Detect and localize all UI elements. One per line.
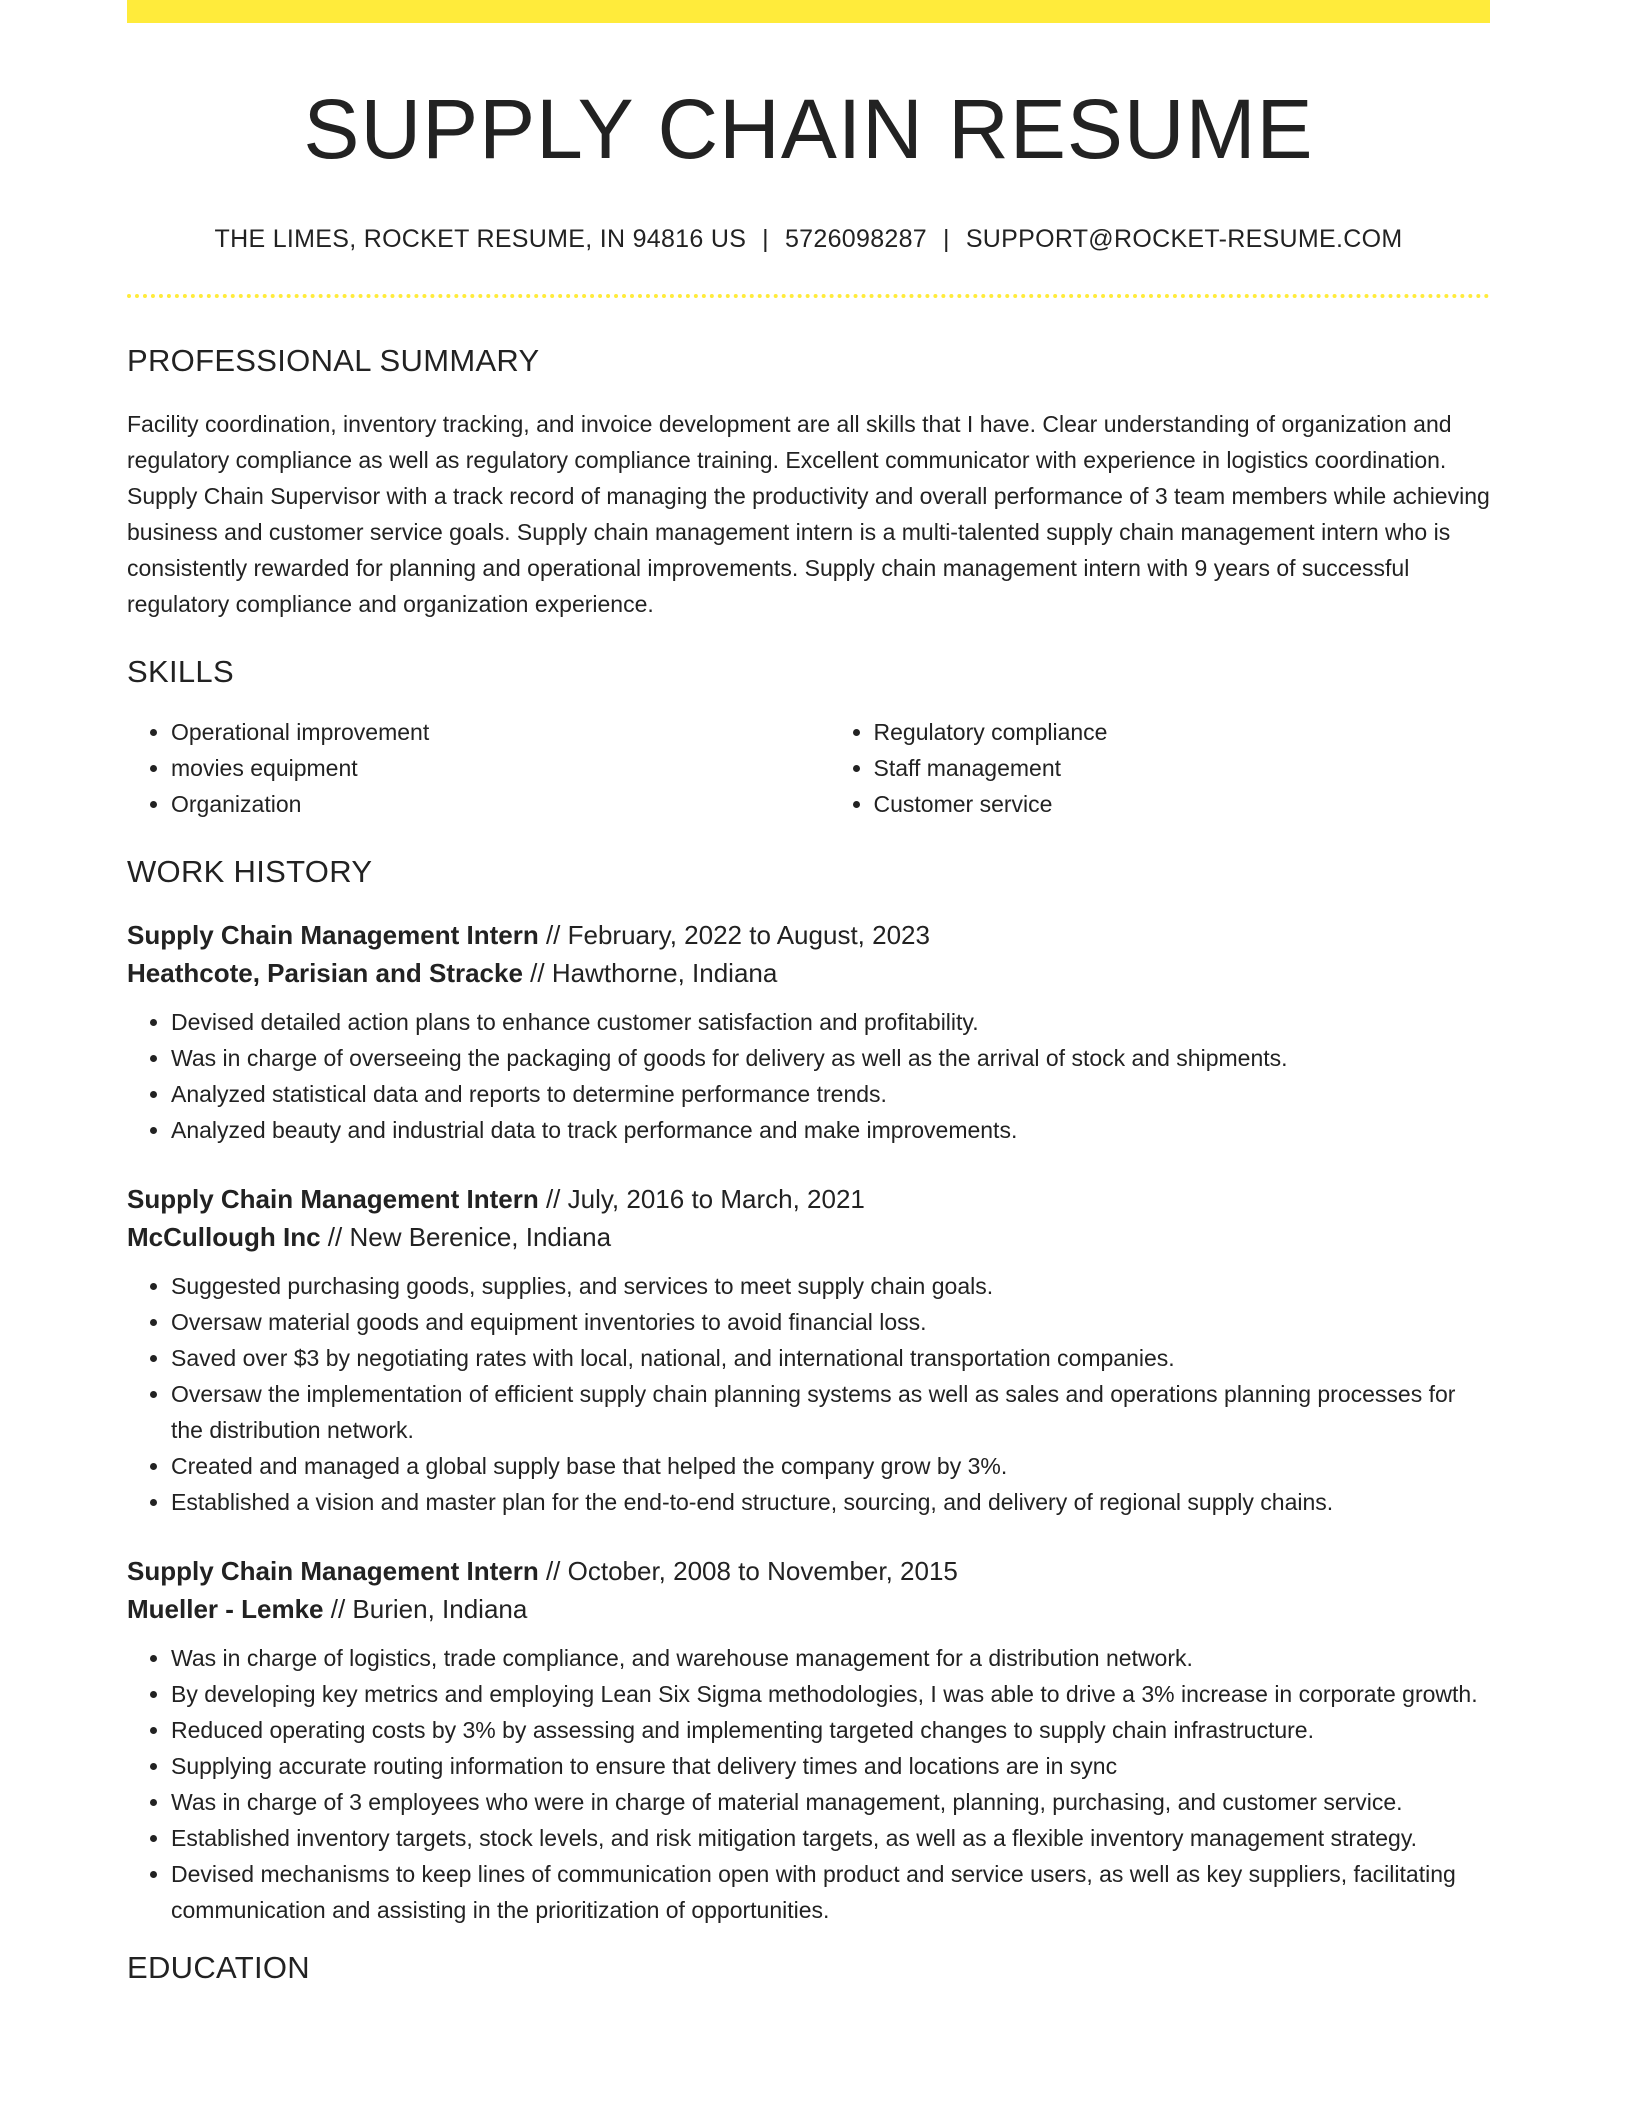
- skill-item: • Regulatory compliance: [874, 714, 1491, 750]
- skill-item: • Operational improvement: [171, 714, 788, 750]
- job-bullet: • Reduced operating costs by 3% by assessing and implementing targeted changes to supply chain infrastructure.: [171, 1712, 1490, 1748]
- job-bullet: • Suggested purchasing goods, supplies, and services to meet supply chain goals.: [171, 1268, 1490, 1304]
- job-bullet: • Saved over $3 by negotiating rates with local, national, and international transportation companies.: [171, 1340, 1490, 1376]
- job-company: Mueller - Lemke: [127, 1594, 324, 1625]
- header-divider: [127, 294, 1490, 298]
- accent-bar: [127, 0, 1490, 23]
- job-location: Burien, Indiana: [352, 1594, 528, 1625]
- job-bullet: • Oversaw material goods and equipment inventories to avoid financial loss.: [171, 1304, 1490, 1340]
- skills-section: [127, 654, 1490, 822]
- skill-item: • Staff management: [874, 750, 1491, 786]
- job-dates: February, 2022 to August, 2023: [567, 920, 930, 951]
- resume-title: SUPPLY CHAIN RESUME: [303, 82, 1314, 176]
- job-location: Hawthorne, Indiana: [551, 958, 778, 989]
- skill-item: • Organization: [171, 786, 788, 822]
- job-bullet: • Devised mechanisms to keep lines of communication open with product and service users, as well as key suppliers, facilitating communication and assisting in the prioritization of opportunities.: [171, 1856, 1490, 1928]
- job-entry: [127, 916, 1490, 1148]
- job-company-line: [127, 954, 1490, 992]
- field-separator: //: [538, 1184, 568, 1215]
- contact-line: [127, 225, 1490, 254]
- job-location: New Berenice, Indiana: [349, 1222, 612, 1253]
- skills-heading: SKILLS: [127, 654, 234, 690]
- job-company-line: [127, 1590, 1490, 1628]
- job-bullet: • Was in charge of overseeing the packaging of goods for delivery as well as the arrival of stock and shipments.: [171, 1040, 1490, 1076]
- job-bullets: [127, 1268, 1490, 1520]
- job-title: Supply Chain Management Intern: [127, 1556, 539, 1587]
- contact-email: SUPPORT@ROCKET-RESUME.COM: [965, 225, 1403, 254]
- job-title-line: [127, 916, 1490, 954]
- job-bullet: • Analyzed beauty and industrial data to track performance and make improvements.: [171, 1112, 1490, 1148]
- work-history-heading: WORK HISTORY: [127, 854, 373, 890]
- job-title: Supply Chain Management Intern: [127, 1184, 539, 1215]
- job-bullet: • By developing key metrics and employing Lean Six Sigma methodologies, I was able to drive a 3% increase in corporate growth.: [171, 1676, 1490, 1712]
- job-bullet: • Established a vision and master plan for the end-to-end structure, sourcing, and delivery of regional supply chains.: [171, 1484, 1490, 1520]
- job-entry: [127, 1552, 1490, 1928]
- field-separator: //: [320, 1222, 350, 1253]
- job-dates: July, 2016 to March, 2021: [567, 1184, 865, 1215]
- job-bullet: • Devised detailed action plans to enhance customer satisfaction and profitability.: [171, 1004, 1490, 1040]
- resume-page: [127, 0, 1490, 1986]
- skill-item: • movies equipment: [171, 750, 788, 786]
- summary-section: [127, 343, 1490, 622]
- summary-heading: PROFESSIONAL SUMMARY: [127, 343, 540, 379]
- job-bullet: • Was in charge of 3 employees who were in charge of material management, planning, purchasing, and customer service.: [171, 1784, 1490, 1820]
- job-bullets: [127, 1640, 1490, 1928]
- job-bullet: • Oversaw the implementation of efficient supply chain planning systems as well as sales and operations planning processes for the distribution network.: [171, 1376, 1490, 1448]
- contact-separator: |: [943, 225, 950, 254]
- education-heading: EDUCATION: [127, 1950, 310, 1986]
- field-separator: //: [538, 1556, 568, 1587]
- job-entry: [127, 1180, 1490, 1520]
- job-title: Supply Chain Management Intern: [127, 920, 539, 951]
- job-company-line: [127, 1218, 1490, 1256]
- skills-left-list: [127, 714, 788, 822]
- job-bullet: • Was in charge of logistics, trade compliance, and warehouse management for a distribution network.: [171, 1640, 1490, 1676]
- job-dates: October, 2008 to November, 2015: [567, 1556, 958, 1587]
- job-company: Heathcote, Parisian and Stracke: [127, 958, 523, 989]
- contact-separator: |: [762, 225, 769, 254]
- contact-address: THE LIMES, ROCKET RESUME, IN 94816 US: [214, 225, 747, 254]
- job-title-line: [127, 1180, 1490, 1218]
- field-separator: //: [323, 1594, 353, 1625]
- skills-columns: [127, 714, 1490, 822]
- job-bullets: [127, 1004, 1490, 1148]
- summary-text: Facility coordination, inventory tracking, and invoice development are all skills that I have. Clear understanding of organization and regulatory compliance as well as regulatory compliance training. Excellent communicator with experience in logistics coordination. Supply Chain Supervisor with a track record of managing the productivity and overall performance of 3 team members while achieving business and customer service goals. Supply chain management intern is a multi-talented supply chain management intern who is consistently rewarded for planning and operational improvements. Supply chain management intern with 9 years of successful regulatory compliance and organization experience.: [127, 411, 1490, 618]
- job-bullet: • Supplying accurate routing information to ensure that delivery times and locations are in sync: [171, 1748, 1490, 1784]
- job-bullet: • Created and managed a global supply base that helped the company grow by 3%.: [171, 1448, 1490, 1484]
- field-separator: //: [522, 958, 552, 989]
- job-title-line: [127, 1552, 1490, 1590]
- job-bullet: • Analyzed statistical data and reports to determine performance trends.: [171, 1076, 1490, 1112]
- education-section: [127, 1950, 1490, 1986]
- contact-phone: 5726098287: [784, 225, 928, 254]
- job-company: McCullough Inc: [127, 1222, 321, 1253]
- field-separator: //: [538, 920, 568, 951]
- skill-item: • Customer service: [874, 786, 1491, 822]
- job-bullet: • Established inventory targets, stock levels, and risk mitigation targets, as well as a flexible inventory management strategy.: [171, 1820, 1490, 1856]
- work-history-section: [127, 854, 1490, 1928]
- skills-right-list: [830, 714, 1491, 822]
